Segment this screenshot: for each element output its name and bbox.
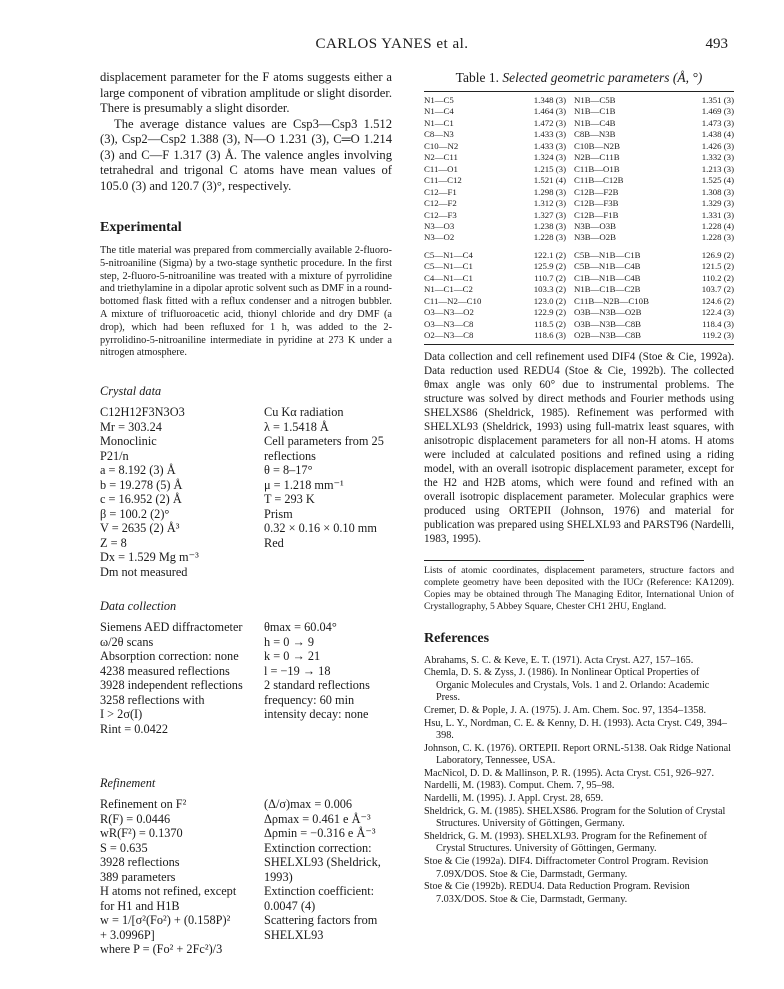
atom-label: C10—N2 bbox=[424, 140, 459, 151]
measured-value: 124.6 (2) bbox=[701, 295, 734, 306]
reference-item: MacNicol, D. D. & Mallinson, P. R. (1995). Acta Cryst. C51, 926–927. bbox=[424, 767, 715, 779]
collection_rows-cell: 3928 independent reflections bbox=[100, 678, 243, 693]
deposit-note: Lists of atomic coordinates, displacement parameters, structure factors and complete geometry have been deposited with the IUCr (Reference: KA1209). Copies may be obtained through The Managing Editor, International Union of Crystallography, 5 Abbey Square, Chester CH1 2HU, England. bbox=[424, 564, 734, 612]
table-top-rule bbox=[424, 91, 734, 92]
measured-value: 1.438 (4) bbox=[701, 129, 734, 140]
measured-value: 1.327 (3) bbox=[533, 209, 566, 220]
crystal_rows-cell: λ = 1.5418 Å bbox=[264, 419, 329, 434]
atom-label: C11B—N2B—C10B bbox=[574, 295, 649, 306]
measured-value: 1.228 (4) bbox=[701, 220, 734, 231]
crystal_rows-cell: Cu Kα radiation bbox=[264, 405, 344, 420]
measured-value: 1.521 (4) bbox=[533, 175, 566, 186]
data-collection-heading: Data collection bbox=[100, 599, 177, 614]
refinement_rows-cell: (Δ/σ)max = 0.006 bbox=[264, 797, 353, 812]
table-row bbox=[424, 319, 734, 330]
crystal_rows-cell: Red bbox=[264, 535, 284, 550]
crystal_rows-cell: Monoclinic bbox=[100, 434, 157, 449]
measured-value: 1.464 (3) bbox=[533, 106, 566, 117]
measured-value: 1.228 (3) bbox=[701, 232, 734, 243]
bond-lengths-table bbox=[424, 95, 734, 244]
table-row bbox=[424, 141, 734, 152]
refinement-list bbox=[100, 797, 392, 957]
crystal-data-heading: Crystal data bbox=[100, 384, 162, 399]
table-row bbox=[424, 261, 734, 272]
measured-value: 122.9 (2) bbox=[533, 307, 566, 318]
collection_rows-cell: Rint = 0.0422 bbox=[100, 721, 169, 736]
measured-value: 1.215 (3) bbox=[533, 163, 566, 174]
measured-value: 103.3 (2) bbox=[533, 284, 566, 295]
table-title-prefix: Table 1. bbox=[455, 70, 499, 85]
atom-label: C8B—N3B bbox=[574, 129, 616, 140]
crystal_rows-cell: Mr = 303.24 bbox=[100, 419, 162, 434]
table-row bbox=[424, 273, 734, 284]
reference-item: Johnson, C. K. (1976). ORTEPII. Report ORNL-5138. Oak Ridge National Laboratory, Tennessee, USA. bbox=[424, 742, 731, 766]
atom-label: C10B—N2B bbox=[574, 140, 620, 151]
collection_rows-cell: I > 2σ(I) bbox=[100, 707, 143, 722]
measured-value: 1.332 (3) bbox=[701, 152, 734, 163]
refinement_rows-cell: for H1 and H1B bbox=[100, 898, 180, 913]
experimental-heading: Experimental bbox=[100, 220, 182, 235]
atom-label: N3B—O2B bbox=[574, 232, 617, 243]
table-row bbox=[424, 118, 734, 129]
atom-label: C4—N1—C1 bbox=[424, 272, 473, 283]
refinement-heading: Refinement bbox=[100, 776, 156, 791]
atom-label: C12—F2 bbox=[424, 198, 457, 209]
left-column bbox=[100, 70, 392, 957]
crystal_rows-cell: b = 19.278 (5) Å bbox=[100, 477, 183, 492]
table-row bbox=[424, 106, 734, 117]
table-row bbox=[424, 152, 734, 163]
refinement-paragraph: Data collection and cell refinement used DIF4 (Stoe & Cie, 1992a). Data reduction used REDU4 (Stoe & Cie, 1992b). The collected θmax angle was only 60° due to instrumental problems. The structure was solved by direct methods and Fourier methods using SHELXS86 (Sheldrick, 1985). Refinement was performed with SHELXL93 (Sheldrick, 1993) using full-matrix least squares, with anisotropic displacement parameters for all non-H atoms. H atoms were included at calculated positions and refined using a riding model, with an overall isotropic displacement parameter, except for the H2 and H2B atoms, which were found and refined with an overall isotropic displacement parameter. Molecular graphics were produced using ORTEPII (Johnson, 1976) and material for publication was prepared using SHELXL93 and PARST96 (Nardelli, 1983, 1995). bbox=[424, 350, 734, 545]
crystal_rows-cell: Cell parameters from 25 bbox=[264, 434, 384, 449]
measured-value: 126.9 (2) bbox=[701, 249, 734, 260]
crystal_rows-cell: T = 293 K bbox=[264, 492, 315, 507]
table-row bbox=[424, 250, 734, 261]
measured-value: 122.4 (3) bbox=[701, 307, 734, 318]
reference-item: Nardelli, M. (1983). Comput. Chem. 7, 95–98. bbox=[424, 780, 615, 792]
collection_rows-cell: frequency: 60 min bbox=[264, 692, 355, 707]
refinement_rows-cell: wR(F²) = 0.1370 bbox=[100, 826, 183, 841]
atom-label: C11—C12 bbox=[424, 175, 462, 186]
collection_rows-cell: intensity decay: none bbox=[264, 707, 369, 722]
table-row bbox=[424, 232, 734, 243]
distance-paragraph: The average distance values are Csp3—Csp3 1.512 (3), Csp2—Csp2 1.388 (3), N—O 1.231 (3), C═O 1.214 (3) and C—F 1.317 (3) Å. The valence angles involving tetrahedral and trigonal C atoms have mean values of 105.0 (3) and 120.7 (3)°, respectively. bbox=[100, 116, 392, 193]
refinement_rows-cell: R(F) = 0.0446 bbox=[100, 811, 171, 826]
collection_rows-cell: l = −19 → 18 bbox=[264, 663, 331, 678]
refinement_rows-cell: 389 parameters bbox=[100, 869, 176, 884]
atom-label: N3—O2 bbox=[424, 232, 455, 243]
measured-value: 118.6 (3) bbox=[534, 330, 566, 341]
crystal_rows-cell: Dm not measured bbox=[100, 564, 188, 579]
measured-value: 121.5 (2) bbox=[701, 261, 734, 272]
refinement_rows-cell: H atoms not refined, except bbox=[100, 884, 237, 899]
atom-label: O3—N3—O2 bbox=[424, 307, 474, 318]
atom-label: O2B—N3B—C8B bbox=[574, 330, 641, 341]
atom-label: C12B—F2B bbox=[574, 186, 619, 197]
table-title bbox=[424, 70, 734, 86]
refinement_rows-cell: Scattering factors from bbox=[264, 913, 378, 928]
crystal_rows-cell: β = 100.2 (2)° bbox=[100, 506, 170, 521]
atom-label: N2—C11 bbox=[424, 152, 458, 163]
atom-label: C5B—N1B—C1B bbox=[574, 249, 641, 260]
table-row bbox=[424, 129, 734, 140]
atom-label: C12—F3 bbox=[424, 209, 457, 220]
table-row bbox=[424, 187, 734, 198]
reference-item: Hsu, L. Y., Nordman, C. E. & Kenny, D. H. (1993). Acta Cryst. C49, 394–398. bbox=[424, 717, 727, 741]
atom-label: O2—N3—C8 bbox=[424, 330, 474, 341]
references-list bbox=[424, 655, 734, 906]
reference-item: Sheldrick, G. M. (1985). SHELXS86. Program for the Solution of Crystal Structures. University of Göttingen, Germany. bbox=[424, 806, 726, 830]
atom-label: C5—N1—C4 bbox=[424, 249, 473, 260]
atom-label: O3B—N3B—O2B bbox=[574, 307, 642, 318]
collection_rows-cell: ω/2θ scans bbox=[100, 634, 154, 649]
collection_rows-cell: Siemens AED diffractometer bbox=[100, 620, 243, 635]
measured-value: 1.433 (3) bbox=[533, 140, 566, 151]
crystal_rows-cell: P21/n bbox=[100, 448, 129, 463]
table-row bbox=[424, 221, 734, 232]
measured-value: 1.298 (3) bbox=[533, 186, 566, 197]
table-row bbox=[424, 198, 734, 209]
measured-value: 1.472 (3) bbox=[533, 117, 566, 128]
refinement_rows-cell: where P = (Fo² + 2Fc²)/3 bbox=[100, 942, 223, 957]
atom-label: N1B—C1B—C2B bbox=[574, 284, 641, 295]
atom-label: C8—N3 bbox=[424, 129, 454, 140]
measured-value: 1.426 (3) bbox=[701, 140, 734, 151]
crystal_rows-cell: reflections bbox=[264, 448, 316, 463]
refinement_rows-cell: 0.0047 (4) bbox=[264, 898, 316, 913]
atom-label: N1B—C1B bbox=[574, 106, 616, 117]
measured-value: 1.213 (3) bbox=[701, 163, 734, 174]
table-row bbox=[424, 296, 734, 307]
atom-label: C5—N1—C1 bbox=[424, 261, 473, 272]
atom-label: O3—N3—C8 bbox=[424, 318, 474, 329]
atom-label: N1B—C5B bbox=[574, 95, 616, 105]
measured-value: 110.2 (2) bbox=[702, 272, 734, 283]
atom-label: N3B—O3B bbox=[574, 220, 617, 231]
crystal_rows-cell: Dx = 1.529 Mg m⁻³ bbox=[100, 550, 199, 565]
measured-value: 1.324 (3) bbox=[533, 152, 566, 163]
collection_rows-cell: θmax = 60.04° bbox=[264, 620, 337, 635]
measured-value: 118.5 (2) bbox=[534, 318, 566, 329]
page-number: 493 bbox=[705, 36, 728, 52]
atom-label: N2B—C11B bbox=[574, 152, 620, 163]
atom-label: N3—O3 bbox=[424, 220, 455, 231]
bond-angles-table bbox=[424, 250, 734, 342]
crystal_rows-cell bbox=[264, 550, 392, 565]
table-row bbox=[424, 164, 734, 175]
refinement_rows-cell: Δρmin = −0.316 e Å⁻³ bbox=[264, 826, 376, 841]
table-title-main: Selected geometric parameters (Å, °) bbox=[502, 70, 703, 85]
measured-value: 1.238 (3) bbox=[533, 220, 566, 231]
atom-label: C11B—C12B bbox=[574, 175, 624, 186]
crystal_rows-cell: Prism bbox=[264, 506, 293, 521]
atom-label: N1—C1—C2 bbox=[424, 284, 473, 295]
atom-label: C5B—N1B—C4B bbox=[574, 261, 641, 272]
crystal_rows-cell: C12H12F3N3O3 bbox=[100, 405, 185, 420]
measured-value: 1.473 (3) bbox=[701, 117, 734, 128]
reference-item: Cremer, D. & Pople, J. A. (1975). J. Am. Chem. Soc. 97, 1354–1358. bbox=[424, 704, 706, 716]
collection_rows-cell: 4238 measured reflections bbox=[100, 663, 230, 678]
refinement_rows-cell: 1993) bbox=[264, 869, 293, 884]
crystal_rows-cell: V = 2635 (2) Å³ bbox=[100, 521, 180, 536]
measured-value: 1.228 (3) bbox=[533, 232, 566, 243]
crystal_rows-cell: 0.32 × 0.16 × 0.10 mm bbox=[264, 521, 377, 536]
running-title: CARLOS YANES et al. bbox=[315, 36, 469, 52]
table-row bbox=[424, 175, 734, 186]
collection_rows-cell: 2 standard reflections bbox=[264, 678, 370, 693]
measured-value: 103.7 (2) bbox=[701, 284, 734, 295]
reference-item: Chemla, D. S. & Zyss, J. (1986). In Nonlinear Optical Properties of Organic Molecules and Crystals, Vols. 1 and 2. Orlando: Academic Press. bbox=[424, 667, 710, 703]
refinement_rows-cell: w = 1/[σ²(Fo²) + (0.158P)² bbox=[100, 913, 231, 928]
atom-label: N1—C1 bbox=[424, 117, 454, 128]
collection_rows-cell: k = 0 → 21 bbox=[264, 649, 321, 664]
measured-value: 118.4 (3) bbox=[702, 318, 734, 329]
refinement_rows-cell bbox=[264, 942, 392, 957]
crystal_rows-cell: c = 16.952 (2) Å bbox=[100, 492, 182, 507]
atom-label: C1B—N1B—C4B bbox=[574, 272, 641, 283]
atom-label: N1B—C4B bbox=[574, 117, 616, 128]
atom-label: C12B—F3B bbox=[574, 198, 619, 209]
atom-label: N1—C4 bbox=[424, 106, 454, 117]
atom-label: C11—O1 bbox=[424, 163, 458, 174]
measured-value: 1.329 (3) bbox=[701, 198, 734, 209]
measured-value: 1.331 (3) bbox=[701, 209, 734, 220]
measured-value: 119.2 (3) bbox=[702, 330, 734, 341]
collection_rows-cell: h = 0 → 9 bbox=[264, 634, 314, 649]
atom-label: N1—C5 bbox=[424, 95, 454, 105]
table-row bbox=[424, 284, 734, 295]
atom-label: O3B—N3B—C8B bbox=[574, 318, 641, 329]
measured-value: 1.308 (3) bbox=[701, 186, 734, 197]
refinement_rows-cell: + 3.0996P] bbox=[100, 927, 155, 942]
measured-value: 1.348 (3) bbox=[533, 95, 566, 105]
refinement_rows-cell: SHELXL93 (Sheldrick, bbox=[264, 855, 381, 870]
refinement_rows-cell: Extinction correction: bbox=[264, 840, 372, 855]
crystal_rows-cell: a = 8.192 (3) Å bbox=[100, 463, 176, 478]
data-collection-list bbox=[100, 620, 392, 736]
measured-value: 1.469 (3) bbox=[701, 106, 734, 117]
reference-item: Abrahams, S. C. & Keve, E. T. (1971). Acta Cryst. A27, 157–165. bbox=[424, 654, 694, 666]
refinement_rows-cell: S = 0.635 bbox=[100, 840, 148, 855]
collection_rows-cell: 3258 reflections with bbox=[100, 692, 205, 707]
crystal-data-list bbox=[100, 405, 392, 579]
right-column bbox=[424, 70, 734, 906]
reference-item: Nardelli, M. (1995). J. Appl. Cryst. 28, 659. bbox=[424, 793, 604, 805]
measured-value: 110.7 (2) bbox=[534, 272, 566, 283]
measured-value: 123.0 (2) bbox=[533, 295, 566, 306]
atom-label: C11—N2—C10 bbox=[424, 295, 482, 306]
table-row bbox=[424, 330, 734, 341]
reference-item: Stoe & Cie (1992a). DIF4. Diffractometer Control Program. Revision 7.09X/DOS. Stoe & Cie, Darmstadt, Germany. bbox=[424, 856, 709, 880]
measured-value: 1.351 (3) bbox=[701, 95, 734, 105]
table-row bbox=[424, 210, 734, 221]
crystal_rows-cell: μ = 1.218 mm⁻¹ bbox=[264, 477, 344, 492]
measured-value: 122.1 (2) bbox=[533, 249, 566, 260]
refinement_rows-cell: Δρmax = 0.461 e Å⁻³ bbox=[264, 811, 371, 826]
reference-item: Sheldrick, G. M. (1993). SHELXL93. Program for the Refinement of Crystal Structures. University of Göttingen, Germany. bbox=[424, 831, 707, 855]
experimental-paragraph: The title material was prepared from commercially available 2-fluoro-5-nitroaniline (Sigma) by a two-stage synthetic procedure. In the first step, 2-fluoro-5-nitroaniline was treated with a mixture of pyrrolidine and triethylamine in a dipolar aprotic solvent such as DMF in a round-bottomed flask fitted with a reflux condenser and a nitrogen bubbler. A mixture of trifluoroacetic acid, thionyl chloride and dry DMF (a drop), which had been refluxed for 1 h, was added to the 2-pyrrolidino-5-nitroaniline intermediate in pyridine at 273 K under a nitrogen atmosphere. bbox=[100, 245, 392, 359]
collection_rows-cell: Absorption correction: none bbox=[100, 649, 239, 664]
refinement_rows-cell: 3928 reflections bbox=[100, 855, 180, 870]
refinement_rows-cell: SHELXL93 bbox=[264, 927, 324, 942]
atom-label: C11B—O1B bbox=[574, 163, 620, 174]
collection_rows-cell bbox=[264, 722, 392, 737]
crystal_rows-cell: θ = 8–17° bbox=[264, 463, 313, 478]
references-heading: References bbox=[424, 630, 490, 646]
intro-paragraph: displacement parameter for the F atoms suggests either a large component of vibration amplitude or slight disorder. There is presumably a slight disorder. bbox=[100, 70, 392, 115]
refinement_rows-cell: Refinement on F² bbox=[100, 797, 187, 812]
atom-label: C12B—F1B bbox=[574, 209, 619, 220]
crystal_rows-cell: Z = 8 bbox=[100, 535, 127, 550]
measured-value: 1.433 (3) bbox=[533, 129, 566, 140]
measured-value: 125.9 (2) bbox=[533, 261, 566, 272]
table-row bbox=[424, 307, 734, 318]
measured-value: 1.312 (3) bbox=[533, 198, 566, 209]
crystal_rows-cell bbox=[264, 565, 392, 580]
refinement_rows-cell: Extinction coefficient: bbox=[264, 884, 375, 899]
measured-value: 1.525 (4) bbox=[701, 175, 734, 186]
atom-label: C12—F1 bbox=[424, 186, 457, 197]
table-row bbox=[424, 95, 734, 106]
reference-item: Stoe & Cie (1992b). REDU4. Data Reduction Program. Revision 7.03X/DOS. Stoe & Cie, Darmstadt, Germany. bbox=[424, 881, 690, 905]
